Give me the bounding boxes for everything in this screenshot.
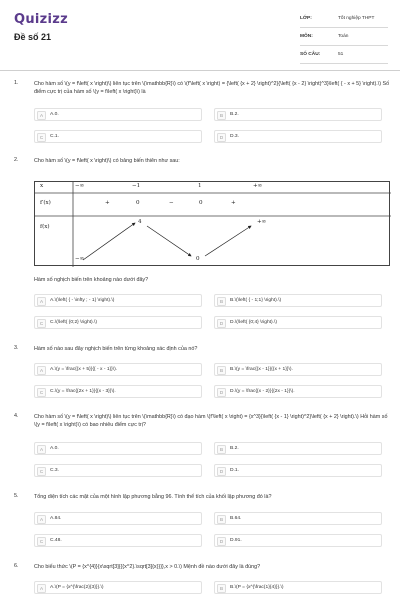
- option-text: C.3.: [50, 468, 59, 473]
- option-text: D.1.: [230, 468, 239, 473]
- option-text: D.\(y = \frac{{x - 2}}{{2x - 1}}\).: [230, 389, 295, 394]
- option-letter: D: [217, 388, 226, 397]
- option-a[interactable]: [34, 363, 202, 376]
- table-function-label: f(x): [40, 224, 50, 230]
- option-a[interactable]: [34, 442, 202, 455]
- option-d[interactable]: [214, 385, 382, 398]
- option-text: B.64.: [230, 516, 242, 521]
- worksheet-meta: [300, 14, 388, 68]
- option-text: A.84.: [50, 516, 62, 521]
- option-letter: A: [37, 584, 46, 593]
- option-letter: A: [37, 111, 46, 120]
- option-letter: A: [37, 515, 46, 524]
- option-text: A.0.: [50, 112, 59, 117]
- table-sign: +: [231, 200, 236, 206]
- option-letter: B: [217, 445, 226, 454]
- meta-row-subject: [300, 32, 388, 46]
- table-func-value: 0: [196, 256, 200, 262]
- meta-value: 51: [338, 52, 344, 57]
- meta-row-count: [300, 50, 388, 64]
- option-text: C.\(y = \frac{{2x + 1}}{{x - 3}}\).: [50, 389, 116, 394]
- question-text: Hàm số nghịch biến trên khoảng nào dưới đây?: [34, 277, 149, 283]
- header-divider: [0, 70, 400, 71]
- option-b[interactable]: [214, 581, 382, 594]
- question-text: Tổng diện tích các mặt của một hình lập phương bằng 96. Tính thể tích của khối lập phương đó là?: [34, 494, 272, 500]
- option-letter: B: [217, 584, 226, 593]
- option-text: C.\(\left( {0;2} \right).\): [50, 320, 98, 325]
- option-text: A.\(P = {x^{\frac{2}{3}}}.\): [50, 585, 104, 590]
- option-letter: C: [37, 537, 46, 546]
- option-letter: C: [37, 467, 46, 476]
- table-func-value: +∞: [257, 219, 267, 225]
- option-c[interactable]: [34, 130, 202, 143]
- option-letter: C: [37, 133, 46, 142]
- option-letter: D: [217, 537, 226, 546]
- question-number: 6.: [14, 563, 19, 569]
- option-a[interactable]: [34, 108, 202, 121]
- meta-label: SỐ CÂU:: [300, 52, 321, 57]
- option-letter: A: [37, 445, 46, 454]
- question-number: 2.: [14, 157, 19, 163]
- meta-label: LỚP:: [300, 16, 312, 21]
- option-b[interactable]: [214, 363, 382, 376]
- option-text: D.3.: [230, 134, 239, 139]
- option-letter: A: [37, 297, 46, 306]
- option-c[interactable]: [34, 464, 202, 477]
- meta-value: Toán: [338, 34, 349, 39]
- question-text: Hàm số nào sau đây nghịch biến trên từng khoảng xác định của nó?: [34, 346, 198, 352]
- question-number: 3.: [14, 345, 19, 351]
- option-letter: B: [217, 111, 226, 120]
- option-text: A.\(\left( { - \infty ; - 1} \right).\): [50, 298, 115, 303]
- quizizz-logo: Quizizz: [14, 12, 69, 27]
- option-a[interactable]: [34, 294, 202, 307]
- option-b[interactable]: [214, 512, 382, 525]
- table-sign: +: [105, 200, 110, 206]
- option-c[interactable]: [34, 316, 202, 329]
- option-text: B.2.: [230, 112, 239, 117]
- option-b[interactable]: [214, 294, 382, 307]
- option-b[interactable]: [214, 442, 382, 455]
- option-text: B.2.: [230, 446, 239, 451]
- question-text: Cho hàm số \(y = f\left( x \right)\) có bảng biến thiên như sau:: [34, 158, 180, 164]
- option-letter: B: [217, 297, 226, 306]
- option-text: A.0.: [50, 446, 59, 451]
- meta-label: MÔN:: [300, 34, 313, 39]
- table-sign: 0: [199, 200, 203, 206]
- table-func-value: 4: [138, 219, 142, 225]
- increase-arrow: [205, 226, 251, 256]
- table-derivative-label: f′(x): [40, 200, 51, 206]
- option-a[interactable]: [34, 512, 202, 525]
- table-x-value: −∞: [75, 183, 85, 189]
- option-text: B.\(P = {x^{\frac{1}{4}}}.\): [230, 585, 284, 590]
- option-text: C.48.: [50, 538, 62, 543]
- meta-value: Tốt nghiệp THPT: [338, 16, 375, 21]
- option-letter: B: [217, 515, 226, 524]
- variation-table: [34, 181, 390, 266]
- option-text: C.1.: [50, 134, 59, 139]
- question-text: Cho hàm số \(y = f\left( x \right)\) liên tục trên \(\mathbb{R}\) có đạo hàm \(f'\left( x \right) = {x^3}{\left( {x - 1} \right)^2}\left( {x + 2} \right).\) Hỏi hàm số \(y = f\left( x \right)\) có bao nhiêu điểm cực trị?: [34, 414, 388, 428]
- option-c[interactable]: [34, 385, 202, 398]
- worksheet-header: [0, 0, 400, 70]
- table-x-label: x: [40, 183, 44, 189]
- option-c[interactable]: [34, 534, 202, 547]
- option-letter: C: [37, 388, 46, 397]
- meta-row-class: [300, 14, 388, 28]
- option-text: D.91.: [230, 538, 242, 543]
- table-x-value: +∞: [253, 183, 263, 189]
- table-x-value: −1: [132, 183, 141, 189]
- question-text: Cho biểu thức \(P = {x^{4}}{x\sqrt[3]{{{x^2}.\sqrt[3]{x}}}},x > 0.\) Mệnh đề nào dưới đây là đúng?: [34, 564, 261, 570]
- option-text: B.\(y = \frac{{x - 1}}{{x + 1}}\).: [230, 367, 293, 372]
- increase-arrow: [83, 223, 135, 260]
- table-func-value: −∞: [75, 256, 85, 262]
- option-a[interactable]: [34, 581, 202, 594]
- question-number: 1.: [14, 80, 19, 86]
- option-text: A.\(y = \frac{{x + 5}}{{ - x - 1}}\).: [50, 367, 118, 372]
- option-letter: D: [217, 133, 226, 142]
- option-b[interactable]: [214, 108, 382, 121]
- decrease-arrow: [147, 226, 191, 256]
- option-d[interactable]: [214, 464, 382, 477]
- question-number: 4.: [14, 413, 19, 419]
- option-text: D.\(\left( {0;4} \right).\): [230, 320, 278, 325]
- option-letter: B: [217, 366, 226, 375]
- option-text: B.\(\left( { - 1;1} \right).\): [230, 298, 282, 303]
- option-letter: D: [217, 319, 226, 328]
- variation-table-lines: [35, 182, 391, 267]
- table-sign: 0: [136, 200, 140, 206]
- option-d[interactable]: [214, 130, 382, 143]
- question-text: Cho hàm số \(y = f\left( x \right)\) liên tục trên \(\mathbb{R}\) có \(f'\left( x \right) = {\left( {x + 2} \right)^2}{\left( {x - 2} \right)^3}\left( { - x + 5} \right).\) Số điểm cực trị của hàm số \(y = f\left( x \right)\) là: [34, 81, 390, 95]
- option-letter: A: [37, 366, 46, 375]
- option-letter: C: [37, 319, 46, 328]
- option-d[interactable]: [214, 316, 382, 329]
- exam-title: Đề số 21: [14, 32, 52, 42]
- table-x-value: 1: [198, 183, 202, 189]
- option-d[interactable]: [214, 534, 382, 547]
- question-number: 5.: [14, 493, 19, 499]
- option-letter: D: [217, 467, 226, 476]
- table-sign: −: [169, 200, 174, 206]
